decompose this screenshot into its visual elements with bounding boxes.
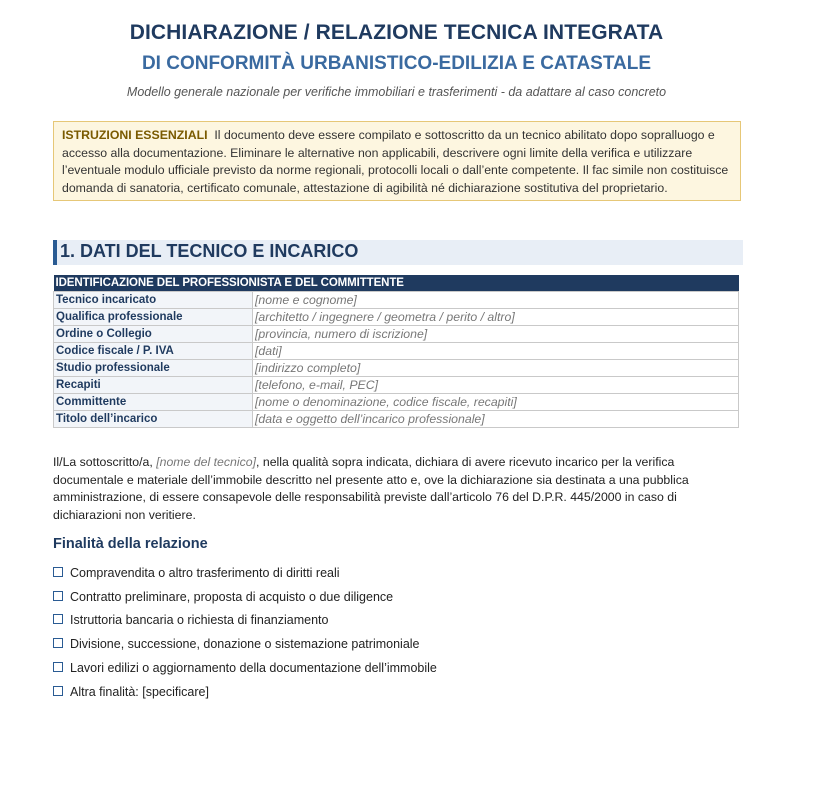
purpose-option[interactable]: [53, 656, 743, 680]
identification-table: [53, 275, 739, 428]
row-value[interactable]: [provincia, numero di iscrizione]: [253, 326, 739, 343]
checkbox-icon[interactable]: [53, 567, 63, 577]
checkbox-icon[interactable]: [53, 638, 63, 648]
declaration-paragraph: [53, 454, 743, 524]
purpose-label: Altra finalità: [specificare]: [70, 684, 209, 699]
checkbox-icon[interactable]: [53, 591, 63, 601]
instructions-notice: [53, 121, 741, 201]
table-row: [54, 292, 739, 309]
row-label: Qualifica professionale: [54, 309, 253, 326]
checkbox-icon[interactable]: [53, 686, 63, 696]
purpose-label: Istruttoria bancaria o richiesta di finanziamento: [70, 613, 329, 628]
purpose-option[interactable]: [53, 632, 743, 656]
purpose-checklist: [53, 561, 743, 704]
purpose-label: Divisione, successione, donazione o sistemazione patrimoniale: [70, 637, 420, 652]
purpose-label: Lavori edilizi o aggiornamento della documentazione dell’immobile: [70, 661, 437, 676]
purpose-label: Compravendita o altro trasferimento di diritti reali: [70, 565, 340, 580]
table-row: [54, 411, 739, 428]
declaration-text: , nella qualità sopra indicata, dichiara di avere ricevuto incarico per la verifica documentale e materiale dell’immobile descritto nel presente atto e, ove la dichiarazione sia destinata a una pubblica amministrazione, di essere consapevole delle responsabilità previste dall’articolo 76 del D.P.R. 445/2000 in caso di dichiarazioni non veritiere.: [53, 455, 689, 522]
section-heading: [53, 240, 743, 265]
row-label: Recapiti: [54, 377, 253, 394]
row-label: Committente: [54, 394, 253, 411]
row-value[interactable]: [indirizzo completo]: [253, 360, 739, 377]
declaration-prefix: Il/La sottoscritto/a,: [53, 455, 157, 469]
purpose-option[interactable]: [53, 585, 743, 609]
purpose-option[interactable]: [53, 680, 743, 704]
row-value[interactable]: [nome e cognome]: [253, 292, 739, 309]
table-row: [54, 377, 739, 394]
section-title: 1. DATI DEL TECNICO E INCARICO: [60, 241, 359, 261]
checkbox-icon[interactable]: [53, 662, 63, 672]
purpose-option[interactable]: [53, 561, 743, 585]
row-label: Ordine o Collegio: [54, 326, 253, 343]
document-title-line2: DI CONFORMITÀ URBANISTICO-EDILIZIA E CATASTALE: [141, 53, 652, 74]
row-label: Studio professionale: [54, 360, 253, 377]
row-value[interactable]: [nome o denominazione, codice fiscale, recapiti]: [253, 394, 739, 411]
notice-lead: ISTRUZIONI ESSENZIALI: [62, 128, 208, 142]
notice-text: Il documento deve essere compilato e sottoscritto da un tecnico abilitato dopo sopralluogo e accesso alla documentazione. Eliminare le alternative non applicabili, descrivere ogni limite della verifica e utilizzare l’eventuale modulo ufficiale previsto da norme regionali, protocolli locali o dall’ente competente. Il fac simile non costituisce domanda di sanatoria, certificato comunale, attestazione di agibilità né dichiarazione sostitutiva del proprietario.: [62, 128, 729, 195]
document-title: DICHIARAZIONE / RELAZIONE TECNICA INTEGRATA: [129, 21, 664, 44]
row-label: Codice fiscale / P. IVA: [54, 343, 253, 360]
purpose-option[interactable]: [53, 609, 743, 633]
checkbox-icon[interactable]: [53, 614, 63, 624]
table-row: [54, 360, 739, 377]
table-row: [54, 309, 739, 326]
row-value[interactable]: [data e oggetto dell’incarico professionale]: [253, 411, 739, 428]
table-header: IDENTIFICAZIONE DEL PROFESSIONISTA E DEL COMMITTENTE: [54, 275, 739, 292]
table-row: [54, 394, 739, 411]
document-subtitle: Modello generale nazionale per verifiche immobiliari e trasferimenti - da adattare al caso concreto: [126, 85, 667, 99]
row-value[interactable]: [telefono, e-mail, PEC]: [253, 377, 739, 394]
row-label: Titolo dell’incarico: [54, 411, 253, 428]
table-row: [54, 326, 739, 343]
technician-name-placeholder[interactable]: [nome del tecnico]: [156, 455, 257, 469]
row-value[interactable]: [dati]: [253, 343, 739, 360]
row-value[interactable]: [architetto / ingegnere / geometra / perito / altro]: [253, 309, 739, 326]
purpose-label: Contratto preliminare, proposta di acquisto o due diligence: [70, 589, 394, 604]
row-label: Tecnico incaricato: [54, 292, 253, 309]
table-row: [54, 343, 739, 360]
purpose-heading: Finalità della relazione: [53, 536, 208, 552]
